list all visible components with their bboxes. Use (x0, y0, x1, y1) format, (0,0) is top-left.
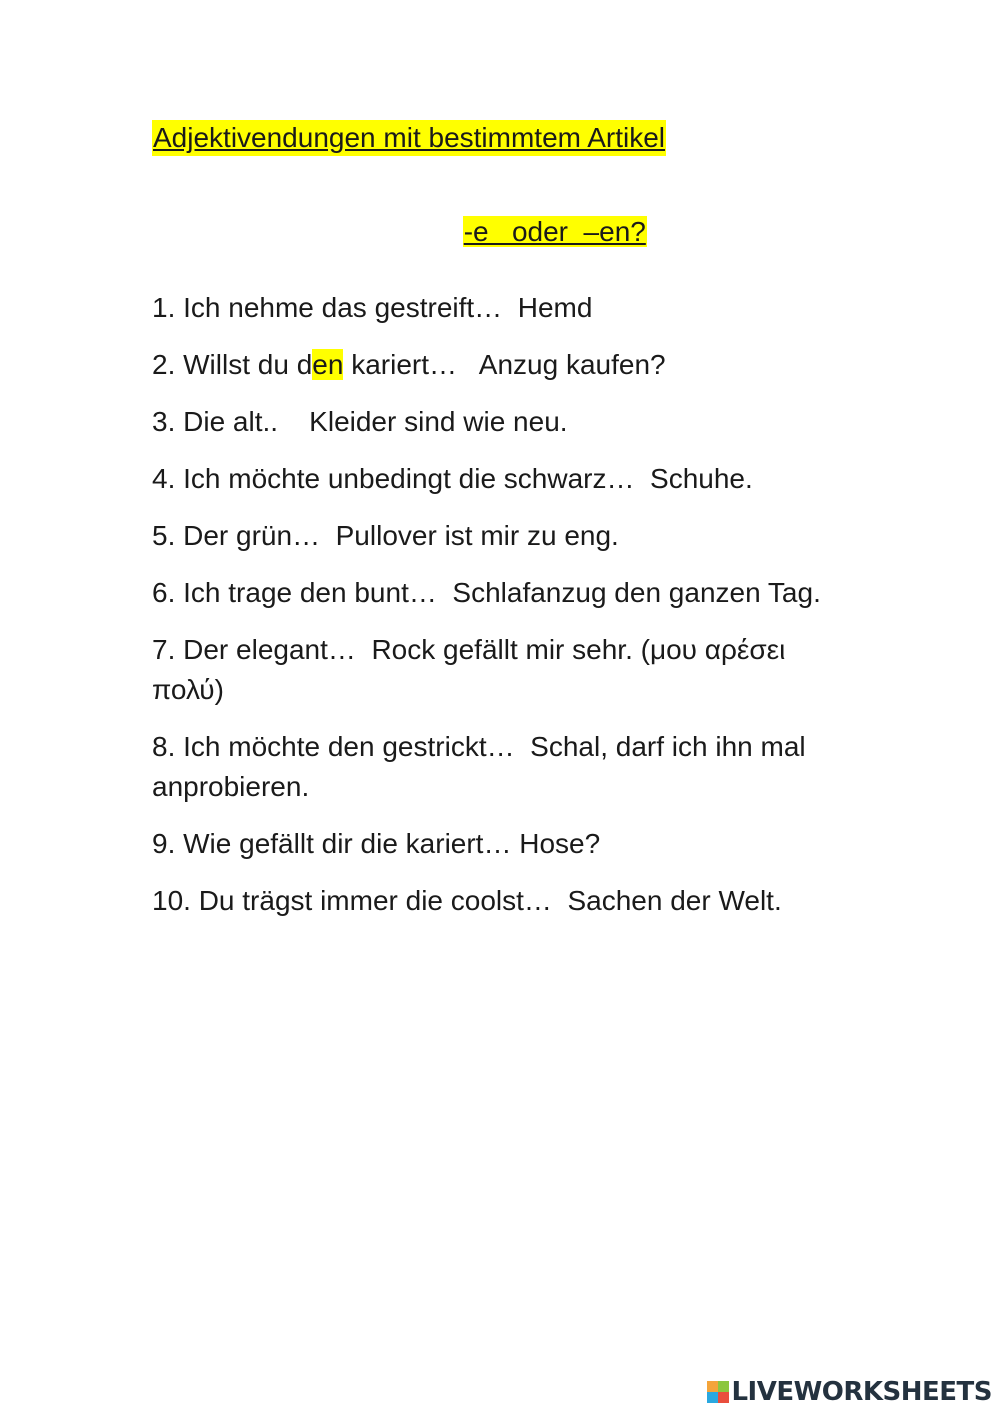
liveworksheets-logo-icon (707, 1381, 729, 1403)
exercise-text: 3. Die alt.. Kleider sind wie neu. (152, 406, 568, 437)
worksheet-subtitle: -e oder –en? (463, 216, 646, 247)
exercise-text: 9. Wie gefällt dir die kariert… Hose? (152, 828, 601, 859)
exercise-text: 2. Willst du d (152, 349, 313, 380)
exercise-text: 4. Ich möchte unbedingt die schwarz… Schuhe. (152, 463, 753, 494)
exercise-text: 8. Ich möchte den gestrickt… Schal, darf ich ihn mal anprobieren. (152, 731, 814, 802)
exercise-text: 10. Du trägst immer die coolst… Sachen der Welt. (152, 885, 782, 916)
exercise-item-7 (152, 630, 852, 710)
exercise-item-10 (152, 881, 852, 921)
worksheet-title: Adjektivendungen mit bestimmtem Artikel (152, 120, 666, 156)
exercise-item-8 (152, 727, 852, 807)
exercise-item-9 (152, 824, 852, 864)
exercise-item-4 (152, 459, 852, 499)
highlighted-ending: en (312, 349, 344, 380)
exercise-list (152, 288, 852, 938)
exercise-text: 7. Der elegant… Rock gefällt mir sehr. (μου αρέσει πολύ) (152, 634, 794, 705)
exercise-item-5 (152, 516, 852, 556)
worksheet-subtitle-wrapper (0, 178, 1000, 250)
exercise-item-1 (152, 288, 852, 328)
exercise-item-2 (152, 345, 852, 385)
exercise-text: 5. Der grün… Pullover ist mir zu eng. (152, 520, 619, 551)
exercise-text: 6. Ich trage den bunt… Schlafanzug den ganzen Tag. (152, 577, 821, 608)
brand-name: LIVEWORKSHEETS (731, 1377, 992, 1407)
exercise-text-rest: kariert… Anzug kaufen? (343, 349, 666, 380)
exercise-item-6 (152, 573, 852, 613)
brand-watermark[interactable] (707, 1379, 992, 1405)
exercise-item-3 (152, 402, 852, 442)
exercise-text: 1. Ich nehme das gestreift… Hemd (152, 292, 593, 323)
